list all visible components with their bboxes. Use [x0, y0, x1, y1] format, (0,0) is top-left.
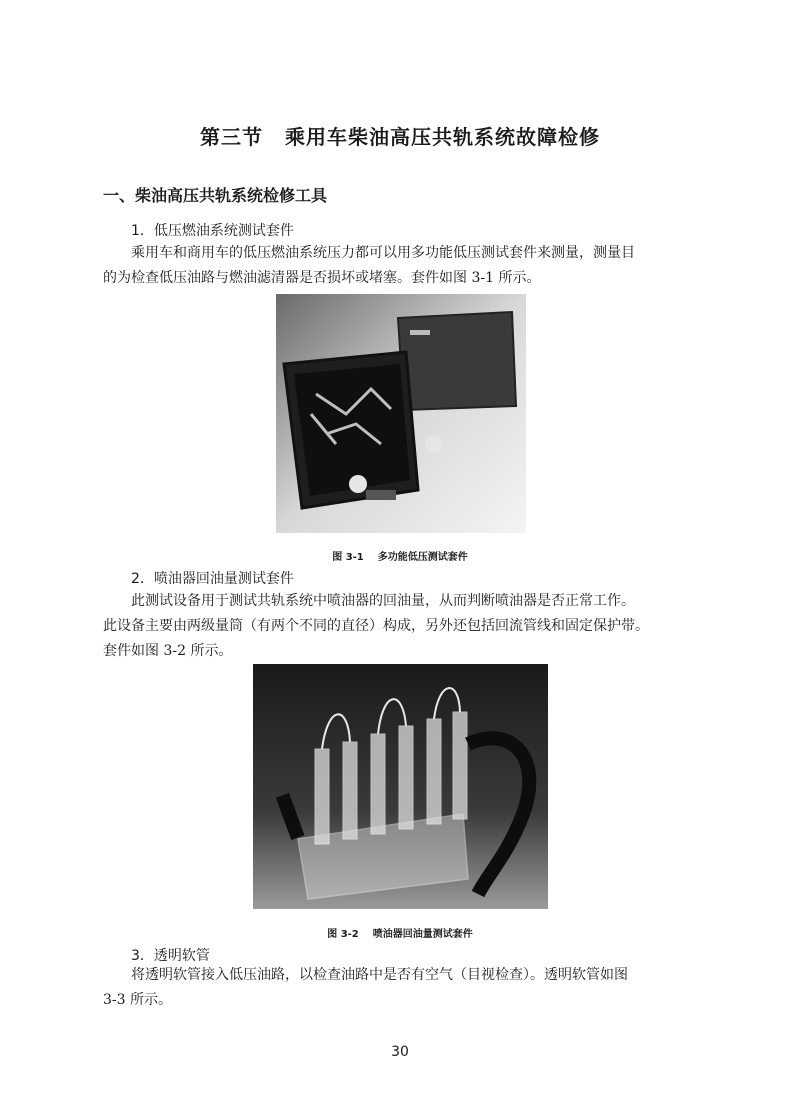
figure-caption-3-1	[0, 548, 800, 563]
section-number: 第三节	[200, 125, 263, 149]
injector-return-kit-photo	[253, 664, 548, 909]
figure-label: 图 3-1	[332, 552, 364, 563]
figure-label: 图 3-2	[327, 929, 359, 940]
page-number: 30	[391, 1044, 409, 1060]
paragraph-low-pressure-kit	[103, 241, 703, 291]
text-line: 套件如图 3-2 所示。	[103, 643, 233, 659]
text-line: 乘用车和商用车的低压燃油系统压力都可以用多功能低压测试套件来测量，测量目	[131, 245, 635, 261]
text-line: 将透明软管接入低压油路，以检查油路中是否有空气（目视检查）。透明软管如图	[131, 967, 628, 983]
test-kit-case-photo	[276, 294, 526, 533]
subheading-transparent-hose: 3．透明软管	[131, 948, 210, 964]
paragraph-return-flow-kit	[103, 589, 703, 664]
figure-caption-text: 多功能低压测试套件	[377, 552, 468, 563]
figure-image-3-2	[253, 664, 548, 909]
figure-image-3-1	[276, 294, 526, 533]
subheading-return-flow-kit: 2．喷油器回油量测试套件	[131, 571, 294, 587]
text-line: 的为检查低压油路与燃油滤清器是否损坏或堵塞。套件如图 3-1 所示。	[103, 270, 541, 286]
heading-tools: 一、柴油高压共轨系统检修工具	[103, 186, 328, 205]
text-line: 此测试设备用于测试共轨系统中喷油器的回油量，从而判断喷油器是否正常工作。	[131, 593, 635, 609]
text-line: 3-3 所示。	[103, 992, 172, 1008]
figure-caption-3-2	[0, 925, 800, 940]
figure-caption-text: 喷油器回油量测试套件	[372, 929, 473, 940]
section-title	[0, 121, 800, 150]
subheading-low-pressure-kit: 1．低压燃油系统测试套件	[131, 223, 294, 239]
paragraph-transparent-hose	[103, 963, 703, 1013]
section-title-text: 乘用车柴油高压共轨系统故障检修	[285, 125, 600, 149]
text-line: 此设备主要由两级量筒（有两个不同的直径）构成，另外还包括回流管线和固定保护带。	[103, 618, 649, 634]
